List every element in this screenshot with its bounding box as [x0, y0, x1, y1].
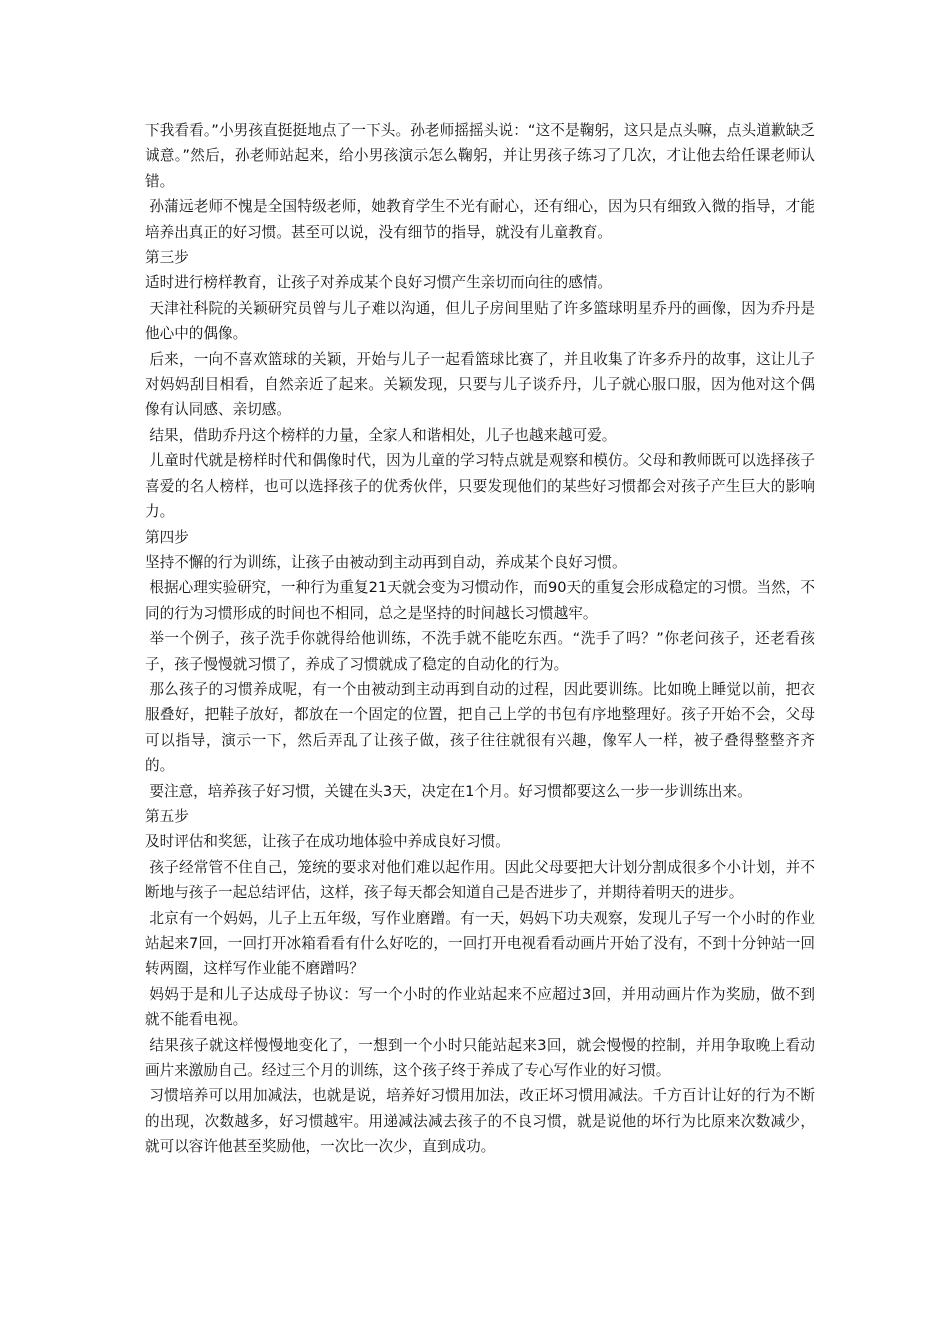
paragraph-21: 习惯培养可以用加减法，也就是说，培养好习惯用加法，改正坏习惯用减法。千方百计让好的行为不断的出现，次数越多，好习惯越牢。用递减法减去孩子的不良习惯，就是说他的坏行为比原来次数减少，就可以容许他甚至奖励他，一次比一次少，直到成功。 — [145, 1087, 815, 1156]
paragraph-18: 北京有一个妈妈，儿子上五年级，写作业磨蹭。有一天，妈妈下功夫观察，发现儿子写一个小时的作业站起来7回，一回打开冰箱看看有什么好吃的，一回打开电视看看动画片开始了没有，不到十分钟站一回转两圈，这样写作业能不磨蹭吗？ — [145, 909, 815, 978]
step-five-summary: 及时评估和奖惩，让孩子在成功地体验中养成良好习惯。 — [145, 833, 510, 851]
paragraph-11: 根据心理实验研究，一种行为重复21天就会变为习惯动作，而90天的重复会形成稳定的习惯。当然，不同的行为习惯形成的时间也不相同，总之是坚持的时间越长习惯越牢。 — [145, 579, 815, 622]
paragraph-14: 要注意，培养孩子好习惯，关键在头3天，决定在1个月。好习惯都要这么一步一步训练出来。 — [149, 782, 752, 800]
paragraph-7: 结果，借助乔丹这个榜样的力量，全家人和谐相处，儿子也越来越可爱。 — [149, 426, 617, 444]
step-four-heading: 第四步 — [145, 528, 189, 546]
paragraph-13: 那么孩子的习惯养成呢，有一个由被动到主动再到自动的过程，因此要训练。比如晚上睡觉以前，把衣服叠好，把鞋子放好，都放在一个固定的位置，把自己上学的书包有序地整理好。孩子开始不会，父母可以指导，演示一下，然后弄乱了让孩子做，孩子往往就很有兴趣，像军人一样，被子叠得整整齐齐的。 — [145, 680, 815, 775]
step-four-summary: 坚持不懈的行为训练，让孩子由被动到主动再到自动，养成某个良好习惯。 — [145, 553, 627, 571]
paragraph-5: 天津社科院的关颖研究员曾与儿子难以沟通，但儿子房间里贴了许多篮球明星乔丹的画像，因为乔丹是他心中的偶像。 — [145, 299, 815, 343]
step-three-heading: 第三步 — [145, 249, 189, 267]
paragraph-20: 结果孩子就这样慢慢地变化了，一想到一个小时只能站起来3回，就会慢慢的控制，并用争取晚上看动画片来激励自己。经过三个月的训练，这个孩子终于养成了专心写作业的好习惯。 — [145, 1036, 815, 1080]
paragraph-17: 孩子经常管不住自己，笼统的要求对他们难以起作用。因此父母要把大计划分割成很多个小计划，并不断地与孩子一起总结评估，这样，孩子每天都会知道自己是否进步了，并期待着明天的进步。 — [145, 858, 815, 902]
document-page — [145, 118, 815, 1160]
paragraph-12: 举一个例子，孩子洗手你就得给他训练，不洗手就不能吃东西。“洗手了吗？”你老问孩子，还老看孩子，孩子慢慢就习惯了，养成了习惯就成了稳定的自动化的行为。 — [145, 630, 815, 673]
paragraph-1: 下我看看。”小男孩直挺挺地点了一下头。孙老师摇摇头说：“这不是鞠躬，这只是点头嘛，点头道歉缺乏诚意。”然后，孙老师站起来，给小男孩演示怎么鞠躬，并让男孩子练习了几次，才让他去给任课老师认错。 — [145, 122, 815, 190]
step-three-summary: 适时进行榜样教育，让孩子对养成某个良好习惯产生亲切而向往的感情。 — [145, 274, 613, 292]
step-five-heading: 第五步 — [145, 807, 189, 825]
paragraph-8: 儿童时代就是榜样时代和偶像时代，因为儿童的学习特点就是观察和模仿。父母和教师既可以选择孩子喜爱的名人榜样，也可以选择孩子的优秀伙伴，只要发现他们的某些好习惯都会对孩子产生巨大的影响力。 — [145, 452, 815, 521]
paragraph-6: 后来，一向不喜欢篮球的关颖，开始与儿子一起看篮球比赛了，并且收集了许多乔丹的故事，这让儿子对妈妈刮目相看，自然亲近了起来。关颖发现，只要与儿子谈乔丹，儿子就心服口服，因为他对这个偶像有认同感、亲切感。 — [145, 350, 815, 419]
paragraph-2: 孙蒲远老师不愧是全国特级老师，她教育学生不光有耐心，还有细心，因为只有细致入微的指导，才能培养出真正的好习惯。甚至可以说，没有细节的指导，就没有儿童教育。 — [145, 198, 815, 241]
paragraph-19: 妈妈于是和儿子达成母子协议：写一个小时的作业站起来不应超过3回，并用动画片作为奖励，做不到就不能看电视。 — [145, 985, 815, 1029]
